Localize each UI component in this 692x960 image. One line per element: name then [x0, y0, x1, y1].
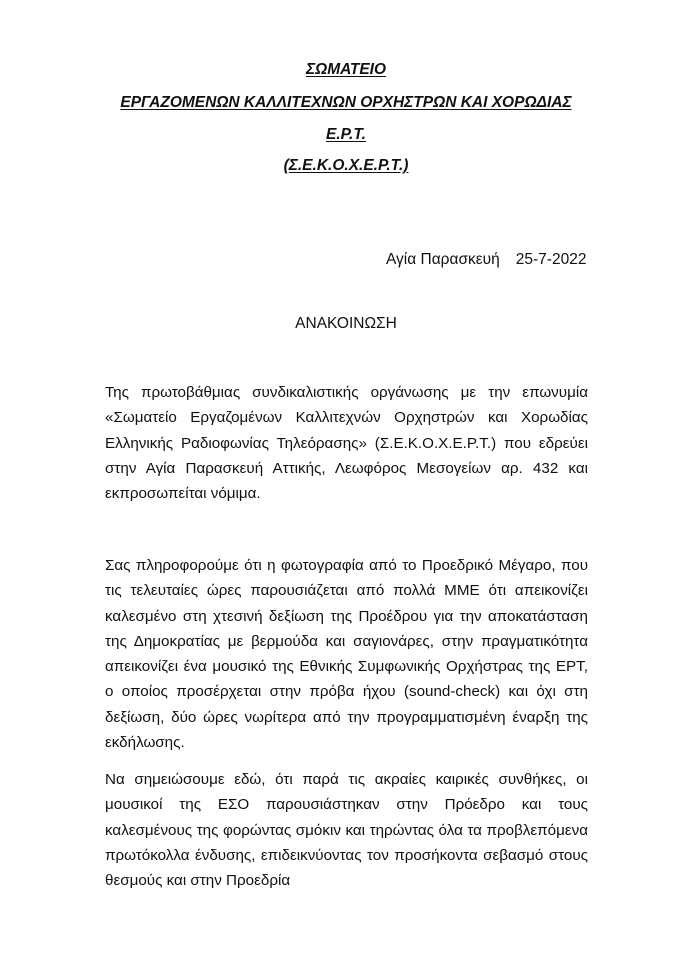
union-name-line-1: ΣΩΜΑΤΕΙΟ [305, 61, 387, 78]
paragraph-1: Της πρωτοβάθμιας συνδικαλιστικής οργάνωσης με την επωνυμία «Σωματείο Εργαζομένων Καλλιτεχνών Ορχηστρών και Χορωδίας Ελληνικής Ραδιοφωνίας Τηλεόρασης» (Σ.Ε.Κ.Ο.Χ.Ε.Ρ.Τ.) που εδρεύει στην Αγία Παρασκευή Αττικής, Λεωφόρος Μεσογείων αρ. 432 και εκπροσωπείται νόμιμα. [105, 384, 588, 503]
union-acronym: (Σ.Ε.Κ.Ο.Χ.Ε.Ρ.Τ.) [283, 157, 409, 174]
document-title: ΑΝΑΚΟΙΝΩΣΗ [295, 315, 397, 332]
date: 25-7-2022 [515, 251, 587, 268]
place: Αγία Παρασκευή [386, 251, 500, 268]
place-date [386, 251, 586, 269]
union-name-line-2: ΕΡΓΑΖΟΜΕΝΩΝ ΚΑΛΛΙΤΕΧΝΩΝ ΟΡΧΗΣΤΡΩΝ ΚΑΙ ΧΟΡΩΔΙΑΣ [120, 94, 572, 111]
paragraph-2: Σας πληροφορούμε ότι η φωτογραφία από το Προεδρικό Μέγαρο, που τις τελευταίες ώρες παρουσιάζεται από πολλά ΜΜΕ ότι απεικονίζει καλεσμένο στη χτεσινή δεξίωση της Προέδρου για την αποκατάσταση της Δημοκρατίας με βερμούδα και σαγιονάρες, στην πραγματικότητα απεικονίζει ένα μουσικό της Εθνικής Συμφωνικής Ορχήστρας της ΕΡΤ, ο οποίος προσέρχεται στην πρόβα ήχου (sound-check) και όχι στη δεξίωση, δύο ώρες νωρίτερα από την προγραμματισμένη έναρξη της εκδήλωσης. [105, 557, 588, 752]
paragraph-3: Να σημειώσουμε εδώ, ότι παρά τις ακραίες καιρικές συνθήκες, οι μουσικοί της ΕΣΟ παρουσιάστηκαν στην Πρόεδρο και τους καλεσμένους της φορώντας σμόκιν και τηρώντας όλα τα προβλεπόμενα πρωτόκολλα ένδυσης, επιδεικνύοντας τον προσήκοντα σεβασμό στους θεσμούς και στην Προεδρία [105, 771, 588, 890]
union-name-line-3: Ε.Ρ.Τ. [326, 126, 366, 143]
